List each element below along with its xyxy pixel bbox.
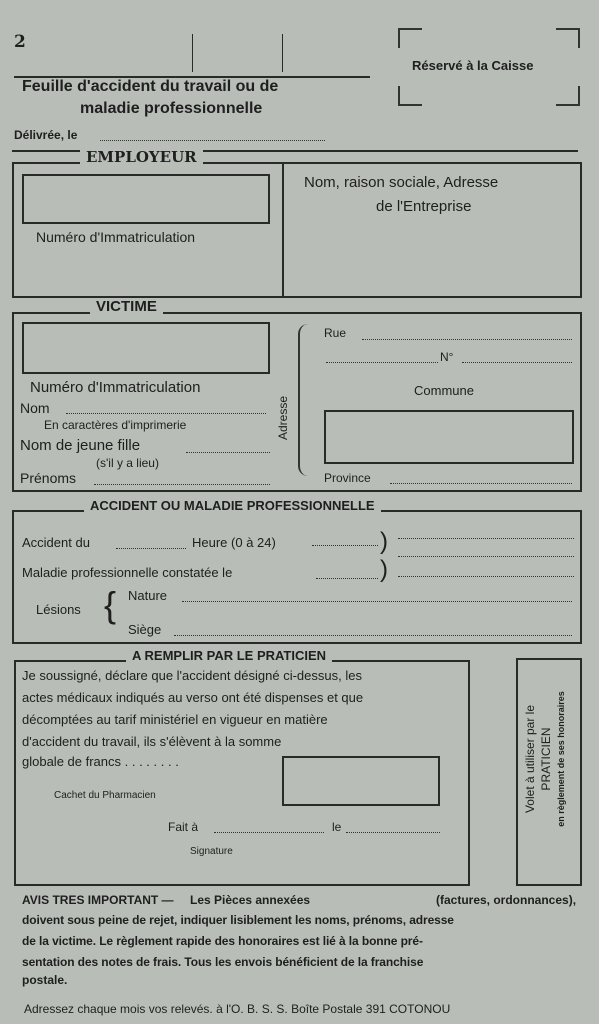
le-field[interactable] xyxy=(346,832,440,833)
praticien-line-3: décomptées au tarif ministériel en vigueur en matière xyxy=(22,712,328,727)
corner-mark-bl xyxy=(398,86,422,106)
montant-box[interactable] xyxy=(282,756,440,806)
numero-label: N° xyxy=(440,350,454,364)
corner-mark-tl xyxy=(398,28,422,48)
le-label: le xyxy=(332,820,342,834)
top-divider xyxy=(192,34,193,72)
avis-line4: sentation des notes de frais. Tous les envois bénéficient de la franchise xyxy=(22,955,424,969)
employeur-immat-box[interactable] xyxy=(22,174,270,224)
avis-line1-paren: (factures, ordonnances), xyxy=(436,893,577,907)
commune-box[interactable] xyxy=(324,410,574,464)
form-title-line2: maladie professionnelle xyxy=(80,100,263,117)
delivree-label: Délivrée, le xyxy=(14,128,78,142)
victime-immat-label: Numéro d'Immatriculation xyxy=(30,379,201,396)
employeur-nom-line2: de l'Entreprise xyxy=(376,198,472,215)
avis-line1-rest: Les Pièces annexées xyxy=(190,893,311,907)
employeur-title: EMPLOYEUR xyxy=(80,148,203,166)
avis-line5: postale. xyxy=(22,973,68,987)
accident-right-field-3[interactable] xyxy=(398,576,574,577)
avis-line2: doivent sous peine de rejet, indiquer lisiblement les noms, prénoms, adresse xyxy=(22,913,454,927)
accident-brace-1: ) xyxy=(380,528,388,555)
employeur-immat-label: Numéro d'Immatriculation xyxy=(36,229,196,245)
sil-y-a-lieu-label: (s'il y a lieu) xyxy=(96,456,159,470)
victime-nom-label: Nom xyxy=(20,400,50,416)
caracteres-label: En caractères d'imprimerie xyxy=(44,418,187,432)
praticien-line-2: actes médicaux indiqués au verso ont été dispenses et que xyxy=(22,690,364,705)
volet-line2: PRATICIEN xyxy=(539,727,553,791)
form-title-line1: Feuille d'accident du travail ou de xyxy=(22,78,279,95)
reserve-caisse-label: Réservé à la Caisse xyxy=(412,58,534,73)
praticien-line-4: d'accident du travail, ils s'élèvent à la somme xyxy=(22,734,282,749)
numero-field[interactable] xyxy=(462,362,572,363)
adresse-brace xyxy=(298,324,310,476)
accident-du-label: Accident du xyxy=(22,535,90,550)
siege-field[interactable] xyxy=(174,635,572,636)
rue-field[interactable] xyxy=(362,339,572,340)
accident-brace-2: ) xyxy=(380,556,388,583)
volet-line1: Volet à utiliser par le xyxy=(523,704,537,814)
signature-label: Signature xyxy=(190,846,233,857)
accident-right-field-1[interactable] xyxy=(398,538,574,539)
praticien-line-5: globale de francs . . . . . . . . xyxy=(22,754,179,769)
province-label: Province xyxy=(324,471,371,485)
corner-mark-br xyxy=(556,86,580,106)
heure-field[interactable] xyxy=(312,545,378,546)
victime-immat-box[interactable] xyxy=(22,322,270,374)
maladie-field[interactable] xyxy=(316,578,378,579)
rue-field-2[interactable] xyxy=(326,362,438,363)
volet-text xyxy=(522,654,576,864)
footer-address: Adressez chaque mois vos relevés. à l'O. B. S. S. Boîte Postale 391 COTONOU xyxy=(24,1002,451,1016)
accident-right-field-2[interactable] xyxy=(398,556,574,557)
volet-line3: en règlement de ses honoraires xyxy=(556,691,566,827)
nature-label: Nature xyxy=(128,588,168,603)
accident-title: ACCIDENT OU MALADIE PROFESSIONNELLE xyxy=(84,498,381,513)
delivree-field[interactable] xyxy=(100,140,325,141)
nom-jeune-fille-field[interactable] xyxy=(186,452,270,453)
employeur-nom-line1: Nom, raison sociale, Adresse xyxy=(304,174,499,191)
top-divider-2 xyxy=(282,34,283,72)
fait-a-field[interactable] xyxy=(214,832,324,833)
praticien-line-1: Je soussigné, déclare que l'accident désigné ci-dessus, les xyxy=(22,668,362,683)
commune-label: Commune xyxy=(414,383,474,398)
employeur-divider xyxy=(282,164,284,296)
cachet-label: Cachet du Pharmacien xyxy=(54,790,156,801)
page-number: 2 xyxy=(14,32,26,52)
maladie-label: Maladie professionnelle constatée le xyxy=(22,565,233,580)
nature-field[interactable] xyxy=(182,601,572,602)
accident-du-field[interactable] xyxy=(116,548,186,549)
victime-title: VICTIME xyxy=(90,298,163,315)
siege-label: Siège xyxy=(128,622,162,637)
adresse-label: Adresse xyxy=(276,395,290,440)
corner-mark-tr xyxy=(556,28,580,48)
avis-lead: AVIS TRES IMPORTANT — xyxy=(22,893,174,907)
praticien-title: A REMPLIR PAR LE PRATICIEN xyxy=(126,648,332,663)
lesions-label: Lésions xyxy=(36,602,81,617)
lesions-brace: { xyxy=(104,584,117,625)
nom-jeune-fille-label: Nom de jeune fille xyxy=(20,437,141,454)
victime-nom-field[interactable] xyxy=(66,413,266,414)
fait-a-label: Fait à xyxy=(168,820,199,834)
prenoms-field[interactable] xyxy=(94,484,270,485)
prenoms-label: Prénoms xyxy=(20,470,77,486)
province-field[interactable] xyxy=(390,483,572,484)
rue-label: Rue xyxy=(324,326,347,340)
avis-line3: de la victime. Le règlement rapide des honoraires est lié à la bonne pré- xyxy=(22,934,423,948)
heure-label: Heure (0 à 24) xyxy=(192,535,276,550)
